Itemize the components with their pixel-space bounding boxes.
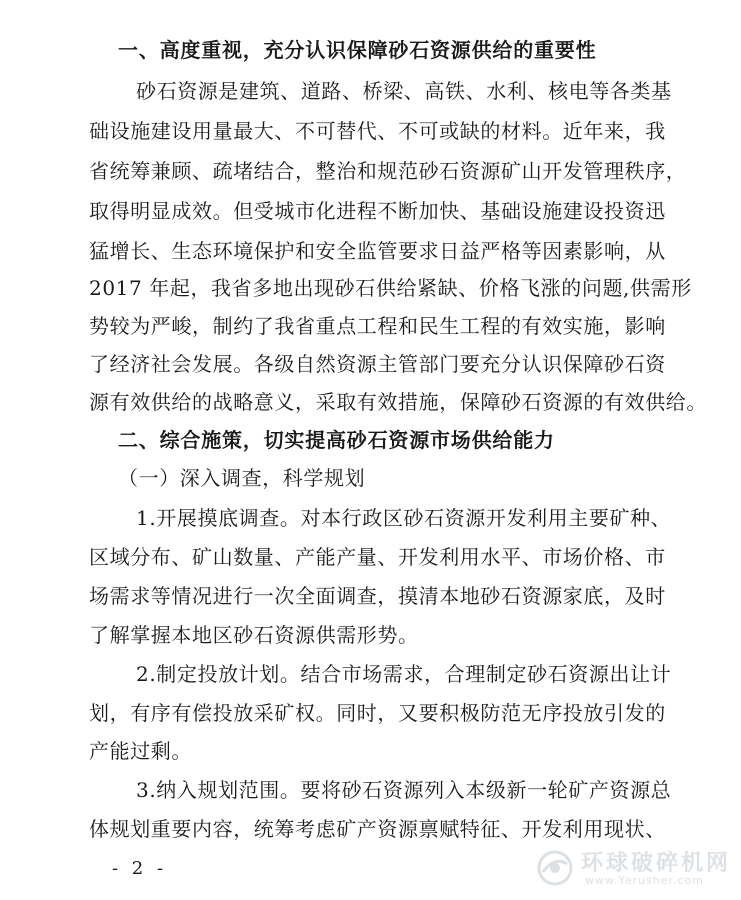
section-1-line-3: 省统筹兼顾、疏堵结合，整治和规范砂石资源矿山开发管理秩序， bbox=[89, 159, 687, 183]
section-1-line-1: 砂石资源是建筑、道路、桥梁、高铁、水利、核电等各类基 bbox=[136, 79, 672, 103]
item-1-line-3: 场需求等情况进行一次全面调查，摸清本地砂石资源家底，及时 bbox=[89, 584, 666, 608]
section-1-line-8: 了经济社会发展。各级自然资源主管部门要充分认识保障砂石资 bbox=[89, 352, 666, 376]
section-1-line-2: 础设施建设用量最大、不可替代、不可或缺的材料。近年来，我 bbox=[89, 119, 666, 143]
item-1-line-1: 1.开展摸底调查。对本行政区砂石资源开发利用主要矿种、 bbox=[136, 506, 672, 530]
page-number: - 2 - bbox=[112, 858, 168, 879]
section-1-line-4: 取得明显成效。但受城市化进程不断加快、基础设施建设投资迅 bbox=[89, 199, 666, 223]
section-1-line-6: 2017 年起，我省多地出现砂石供给紧缺、价格飞涨的问题,供需形 bbox=[89, 276, 692, 300]
section-1-heading: 一、高度重视，充分认识保障砂石资源供给的重要性 bbox=[118, 38, 597, 62]
section-2-subheading: （一）深入调查，科学规划 bbox=[118, 466, 366, 490]
section-1-line-9: 源有效供给的战略意义，采取有效措施，保障砂石资源的有效供给。 bbox=[89, 390, 707, 414]
item-3-line-1: 3.纳入规划范围。要将砂石资源列入本级新一轮矿产资源总 bbox=[136, 778, 672, 802]
item-1-line-2: 区域分布、矿山数量、产能产量、开发利用水平、市场价格、市 bbox=[89, 545, 666, 569]
section-2-heading: 二、综合施策，切实提高砂石资源市场供给能力 bbox=[118, 428, 555, 452]
section-1-line-5: 猛增长、生态环境保护和安全监管要求日益严格等因素影响，从 bbox=[89, 239, 666, 263]
item-2-line-3: 产能过剩。 bbox=[89, 739, 192, 763]
section-1-line-7: 势较为严峻，制约了我省重点工程和民生工程的有效实施，影响 bbox=[89, 314, 666, 338]
watermark-url: www.Yerusher.com bbox=[585, 874, 704, 887]
watermark-logo-icon bbox=[535, 848, 575, 888]
item-3-line-2: 体规划重要内容，统筹考虑矿产资源禀赋特征、开发利用现状、 bbox=[89, 817, 666, 841]
watermark bbox=[535, 844, 735, 894]
watermark-title: 环球破碎机网 bbox=[581, 851, 732, 876]
item-2-line-2: 划，有序有偿投放采矿权。同时，又要积极防范无序投放引发的 bbox=[89, 701, 666, 725]
item-2-line-1: 2.制定投放计划。结合市场需求，合理制定砂石资源出让计 bbox=[136, 662, 672, 686]
item-1-line-4: 了解掌握本地区砂石资源供需形势。 bbox=[89, 623, 419, 647]
